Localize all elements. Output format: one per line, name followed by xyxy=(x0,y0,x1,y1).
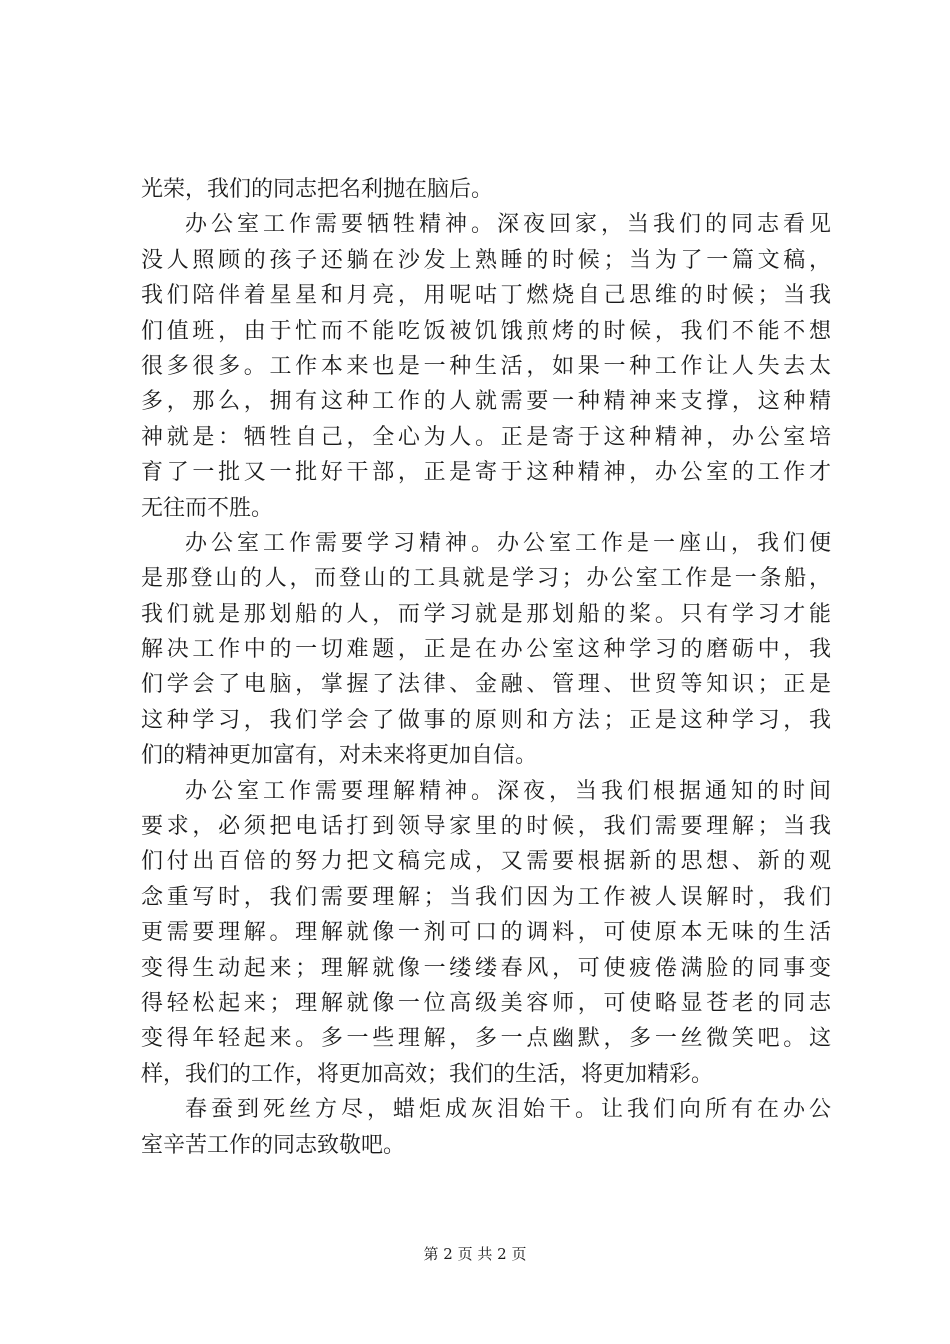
paragraph-first-line: 办公室工作需要牺牲精神。深夜回家，当我们的同志看见 xyxy=(185,212,831,238)
text-line: 很多很多。工作本来也是一种生活，如果一种工作让人失去太 xyxy=(141,353,831,379)
document-body xyxy=(141,172,831,1163)
text-line: 样，我们的工作，将更加高效；我们的生活，将更加精彩。 xyxy=(141,1061,714,1087)
text-line: 室辛苦工作的同志致敬吧。 xyxy=(141,1132,406,1158)
text-line: 得轻松起来；理解就像一位高级美容师，可使略显苍老的同志 xyxy=(141,990,831,1016)
text-line: 变得年轻起来。多一些理解，多一点幽默，多一丝微笑吧。这 xyxy=(141,1026,831,1052)
text-line: 没人照顾的孩子还躺在沙发上熟睡的时候；当为了一篇文稿， xyxy=(141,247,831,273)
text-line: 育了一批又一批好干部，正是寄于这种精神，办公室的工作才 xyxy=(141,460,831,486)
text-line: 变得生动起来；理解就像一缕缕春风，可使疲倦满脸的同事变 xyxy=(141,955,831,981)
text-line: 们值班，由于忙而不能吃饭被饥饿煎烤的时候，我们不能不想 xyxy=(141,318,831,344)
page-footer: 第 2 页 共 2 页 xyxy=(423,1245,527,1263)
text-line: 神就是：牺牲自己，全心为人。正是寄于这种精神，办公室培 xyxy=(141,424,831,450)
text-line: 要求，必须把电话打到领导家里的时候，我们需要理解；当我 xyxy=(141,814,831,840)
text-line: 解决工作中的一切难题，正是在办公室这种学习的磨砺中，我 xyxy=(141,637,831,663)
text-line: 光荣，我们的同志把名利抛在脑后。 xyxy=(141,177,494,202)
text-line: 念重写时，我们需要理解；当我们因为工作被人误解时，我们 xyxy=(141,884,831,910)
text-line: 我们陪伴着星星和月亮，用呢咕丁燃烧自己思维的时候；当我 xyxy=(141,283,831,309)
text-line: 们付出百倍的努力把文稿完成，又需要根据新的思想、新的观 xyxy=(141,849,831,875)
text-line: 们的精神更加富有，对未来将更加自信。 xyxy=(141,743,538,769)
paragraph-first-line: 办公室工作需要理解精神。深夜，当我们根据通知的时间 xyxy=(185,778,831,804)
paragraph-first-line: 春蚕到死丝方尽，蜡炬成灰泪始干。让我们向所有在办公 xyxy=(185,1097,831,1123)
text-line: 们学会了电脑，掌握了法律、金融、管理、世贸等知识；正是 xyxy=(141,672,831,698)
text-line: 我们就是那划船的人，而学习就是那划船的桨。只有学习才能 xyxy=(141,601,831,627)
text-line: 这种学习，我们学会了做事的原则和方法；正是这种学习，我 xyxy=(141,707,831,733)
text-line: 无往而不胜。 xyxy=(141,495,274,521)
text-line: 多，那么，拥有这种工作的人就需要一种精神来支撑，这种精 xyxy=(141,389,831,415)
text-line: 更需要理解。理解就像一剂可口的调料，可使原本无味的生活 xyxy=(141,920,831,946)
paragraph-first-line: 办公室工作需要学习精神。办公室工作是一座山，我们便 xyxy=(185,530,831,556)
text-line: 是那登山的人，而登山的工具就是学习；办公室工作是一条船， xyxy=(141,566,831,592)
